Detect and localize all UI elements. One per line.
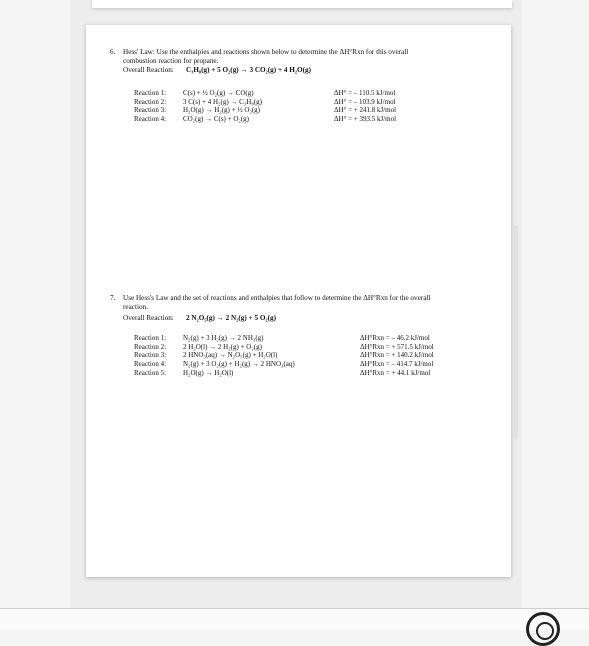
vertical-scrollbar[interactable] [513,225,518,440]
reaction-enthalpy: ΔH°Rxn = + 140.2 kJ/mol [360,351,434,360]
overall-reaction [110,66,408,75]
help-icon[interactable] [526,612,560,646]
bottom-toolbar [0,608,589,630]
reaction-equation: 2 HNO₃(aq) → N₂O₅(g) + H₂O(l) [183,351,278,360]
reaction-equation: H₂O(g) → H₂O(l) [183,368,234,377]
reaction-equation: 2 H₂O(l) → 2 H₂(g) + O₂(g) [183,342,262,351]
reaction-enthalpy: ΔH° = – 110.5 kJ/mol [334,89,396,97]
overall-reaction-equation: C₃H₈(g) + 5 O₂(g) → 3 CO₂(g) + 4 H₂O(g) [186,66,311,75]
reaction-equation: H₂O(g) → H₂(g) + ½ O₂(g) [183,106,260,115]
reaction-label: Reaction 2: [134,97,167,106]
reaction-row [134,351,464,360]
reaction-equation: CO₂(g) → C(s) + O₂(g) [183,115,249,124]
question-number: 6. [110,48,116,56]
reaction-equation: C(s) + ½ O₂(g) → CO(g) [183,89,254,97]
overall-reaction [110,314,430,323]
reaction-enthalpy: ΔH°Rxn = + 571.5 kJ/mol [360,342,434,351]
question-prompt-cont: combustion reaction for propane. [123,56,219,65]
reaction-row [134,89,424,98]
previous-page [92,0,512,8]
question-6 [110,48,408,75]
reaction-enthalpy: ΔH°Rxn = – 46.2 kJ/mol [360,334,430,342]
reaction-enthalpy: ΔH°Rxn = + 44.1 kJ/mol [360,368,431,377]
overall-reaction-equation: 2 N₂O₅(g) → 2 N₂(g) + 5 O₂(g) [186,314,276,323]
overall-reaction-label: Overall Reaction: [123,66,174,75]
reaction-row [134,106,424,115]
reaction-label: Reaction 1: [134,89,167,97]
overall-reaction-label: Overall Reaction: [123,314,174,323]
reaction-row [134,334,464,343]
question-7 [110,294,430,323]
reaction-equation: N₂(g) + 3 H₂(g) → 2 NH₃(g) [183,334,264,342]
reaction-list-6 [134,89,424,124]
reaction-label: Reaction 3: [134,106,167,115]
reaction-row [134,369,464,378]
reaction-equation: N₂(g) + 3 O₂(g) + H₂(g) → 2 HNO₃(aq) [183,360,295,369]
reaction-label: Reaction 4: [134,360,167,369]
reaction-enthalpy: ΔH°Rxn = – 414.7 kJ/mol [360,360,434,369]
reaction-label: Reaction 1: [134,334,167,342]
reaction-label: Reaction 3: [134,351,167,360]
reaction-row [134,360,464,369]
question-prompt: Use Hess's Law and the set of reactions and enthalpies that follow to determine the ΔH°Rxn for the overall [123,294,431,302]
document-page [86,25,511,577]
reaction-row [134,115,424,124]
reaction-label: Reaction 5: [134,368,167,377]
question-prompt-cont: reaction. [123,302,148,311]
reaction-row [134,343,464,352]
question-number: 7. [110,294,116,302]
reaction-equation: 3 C(s) + 4 H₂(g) → C₃H₈(g) [183,97,262,106]
reaction-label: Reaction 4: [134,115,167,124]
question-prompt: Hess' Law: Use the enthalpies and reactions shown below to determine the ΔH°Rxn for this overall [123,48,409,56]
reaction-enthalpy: ΔH° = + 393.5 kJ/mol [334,115,397,124]
reaction-list-7 [134,334,464,377]
reaction-label: Reaction 2: [134,342,167,351]
reaction-enthalpy: ΔH° = – 103.9 kJ/mol [334,97,396,106]
reaction-row [134,98,424,107]
reaction-enthalpy: ΔH° = + 241.8 kJ/mol [334,106,397,115]
